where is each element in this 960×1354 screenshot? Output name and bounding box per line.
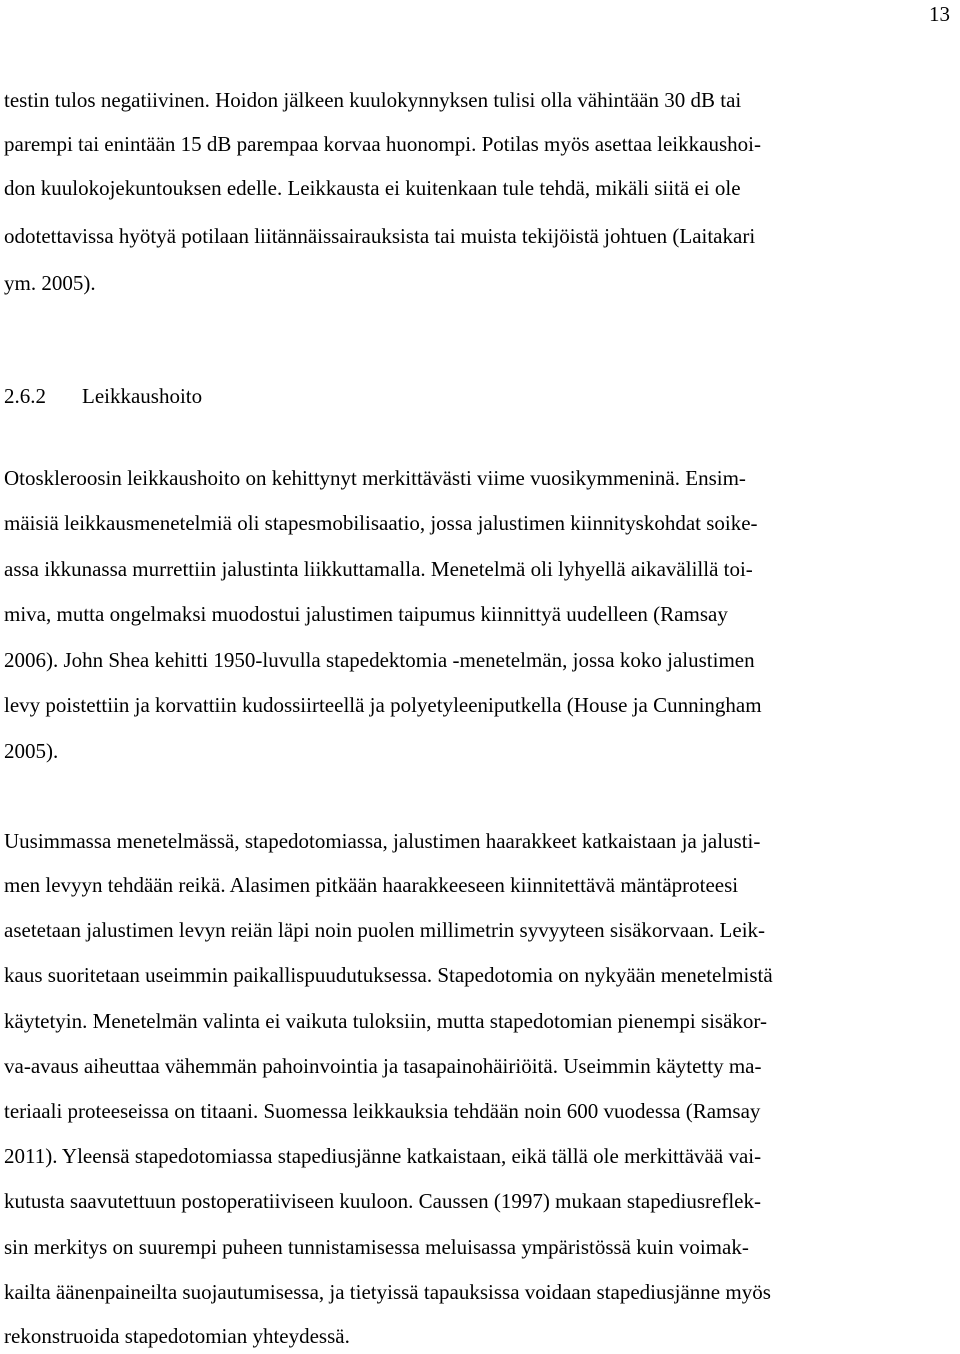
text-line: 2005). <box>4 739 59 763</box>
text-line: teriaali proteeseissa on titaani. Suomessa leikkauksia tehdään noin 600 vuodessa (Ramsay <box>4 1099 761 1123</box>
text-line: kaus suoritetaan useimmin paikallispuudutuksessa. Stapedotomia on nykyään menetelmistä <box>4 963 773 987</box>
page-number: 13 <box>929 2 950 26</box>
text-line: testin tulos negatiivinen. Hoidon jälkeen kuulokynnyksen tulisi olla vähintään 30 dB tai <box>4 88 742 112</box>
text-line: kutusta saavutettuun postoperatiiviseen kuuloon. Caussen (1997) mukaan stapediusreflek- <box>4 1189 761 1213</box>
text-line: va-avaus aiheuttaa vähemmän pahoinvointia ja tasapainohäiriöitä. Useimmin käytetty ma- <box>4 1054 762 1078</box>
text-line: käytetyin. Menetelmän valinta ei vaikuta tuloksiin, mutta stapedotomian pienempi sisäkor- <box>4 1009 767 1033</box>
text-line: 2011). Yleensä stapedotomiassa stapediusjänne katkaistaan, eikä tällä ole merkittävää vai- <box>4 1144 762 1168</box>
section-number: 2.6.2 <box>4 384 46 408</box>
text-line: don kuulokojekuntouksen edelle. Leikkausta ei kuitenkaan tule tehdä, mikäli siitä ei ole <box>4 176 741 200</box>
section-title: Leikkaushoito <box>82 384 203 408</box>
text-line: kailta äänenpaineilta suojautumisessa, ja tietyissä tapauksissa voidaan stapediusjänne myös <box>4 1280 771 1304</box>
text-line: rekonstruoida stapedotomian yhteydessä. <box>4 1324 350 1348</box>
text-line: assa ikkunassa murrettiin jalustinta liikkuttamalla. Menetelmä oli lyhyellä aikavälillä toi- <box>4 557 753 581</box>
text-line: parempi tai enintään 15 dB parempaa korvaa huonompi. Potilas myös asettaa leikkaushoi- <box>4 132 761 156</box>
text-line: men levyyn tehdään reikä. Alasimen pitkään haarakkeeseen kiinnitettävä mäntäproteesi <box>4 873 739 897</box>
text-line: mäisiä leikkausmenetelmiä oli stapesmobilisaatio, jossa jalustimen kiinnityskohdat soike- <box>4 511 758 535</box>
text-line: 2006). John Shea kehitti 1950-luvulla stapedektomia -menetelmän, jossa koko jalustimen <box>4 648 755 672</box>
text-line: sin merkitys on suurempi puheen tunnistamisessa meluisassa ympäristössä kuin voimak- <box>4 1235 749 1259</box>
text-line: asetetaan jalustimen levyn reiän läpi noin puolen millimetrin syvyyteen sisäkorvaan. Leik- <box>4 918 766 942</box>
text-line: Otoskleroosin leikkaushoito on kehittynyt merkittävästi viime vuosikymmeninä. Ensim- <box>4 466 746 490</box>
text-line: ym. 2005). <box>4 271 96 295</box>
text-line: odotettavissa hyötyä potilaan liitännäissairauksista tai muista tekijöistä johtuen (Laitakari <box>4 224 756 248</box>
text-line: levy poistettiin ja korvattiin kudossiirteellä ja polyetyleeniputkella (House ja Cunningham <box>4 693 762 717</box>
section-heading <box>4 384 202 408</box>
text-line: Uusimmassa menetelmässä, stapedotomiassa, jalustimen haarakkeet katkaistaan ja jalusti- <box>4 829 761 853</box>
text-line: miva, mutta ongelmaksi muodostui jalustimen taipumus kiinnittyä uudelleen (Ramsay <box>4 602 728 626</box>
